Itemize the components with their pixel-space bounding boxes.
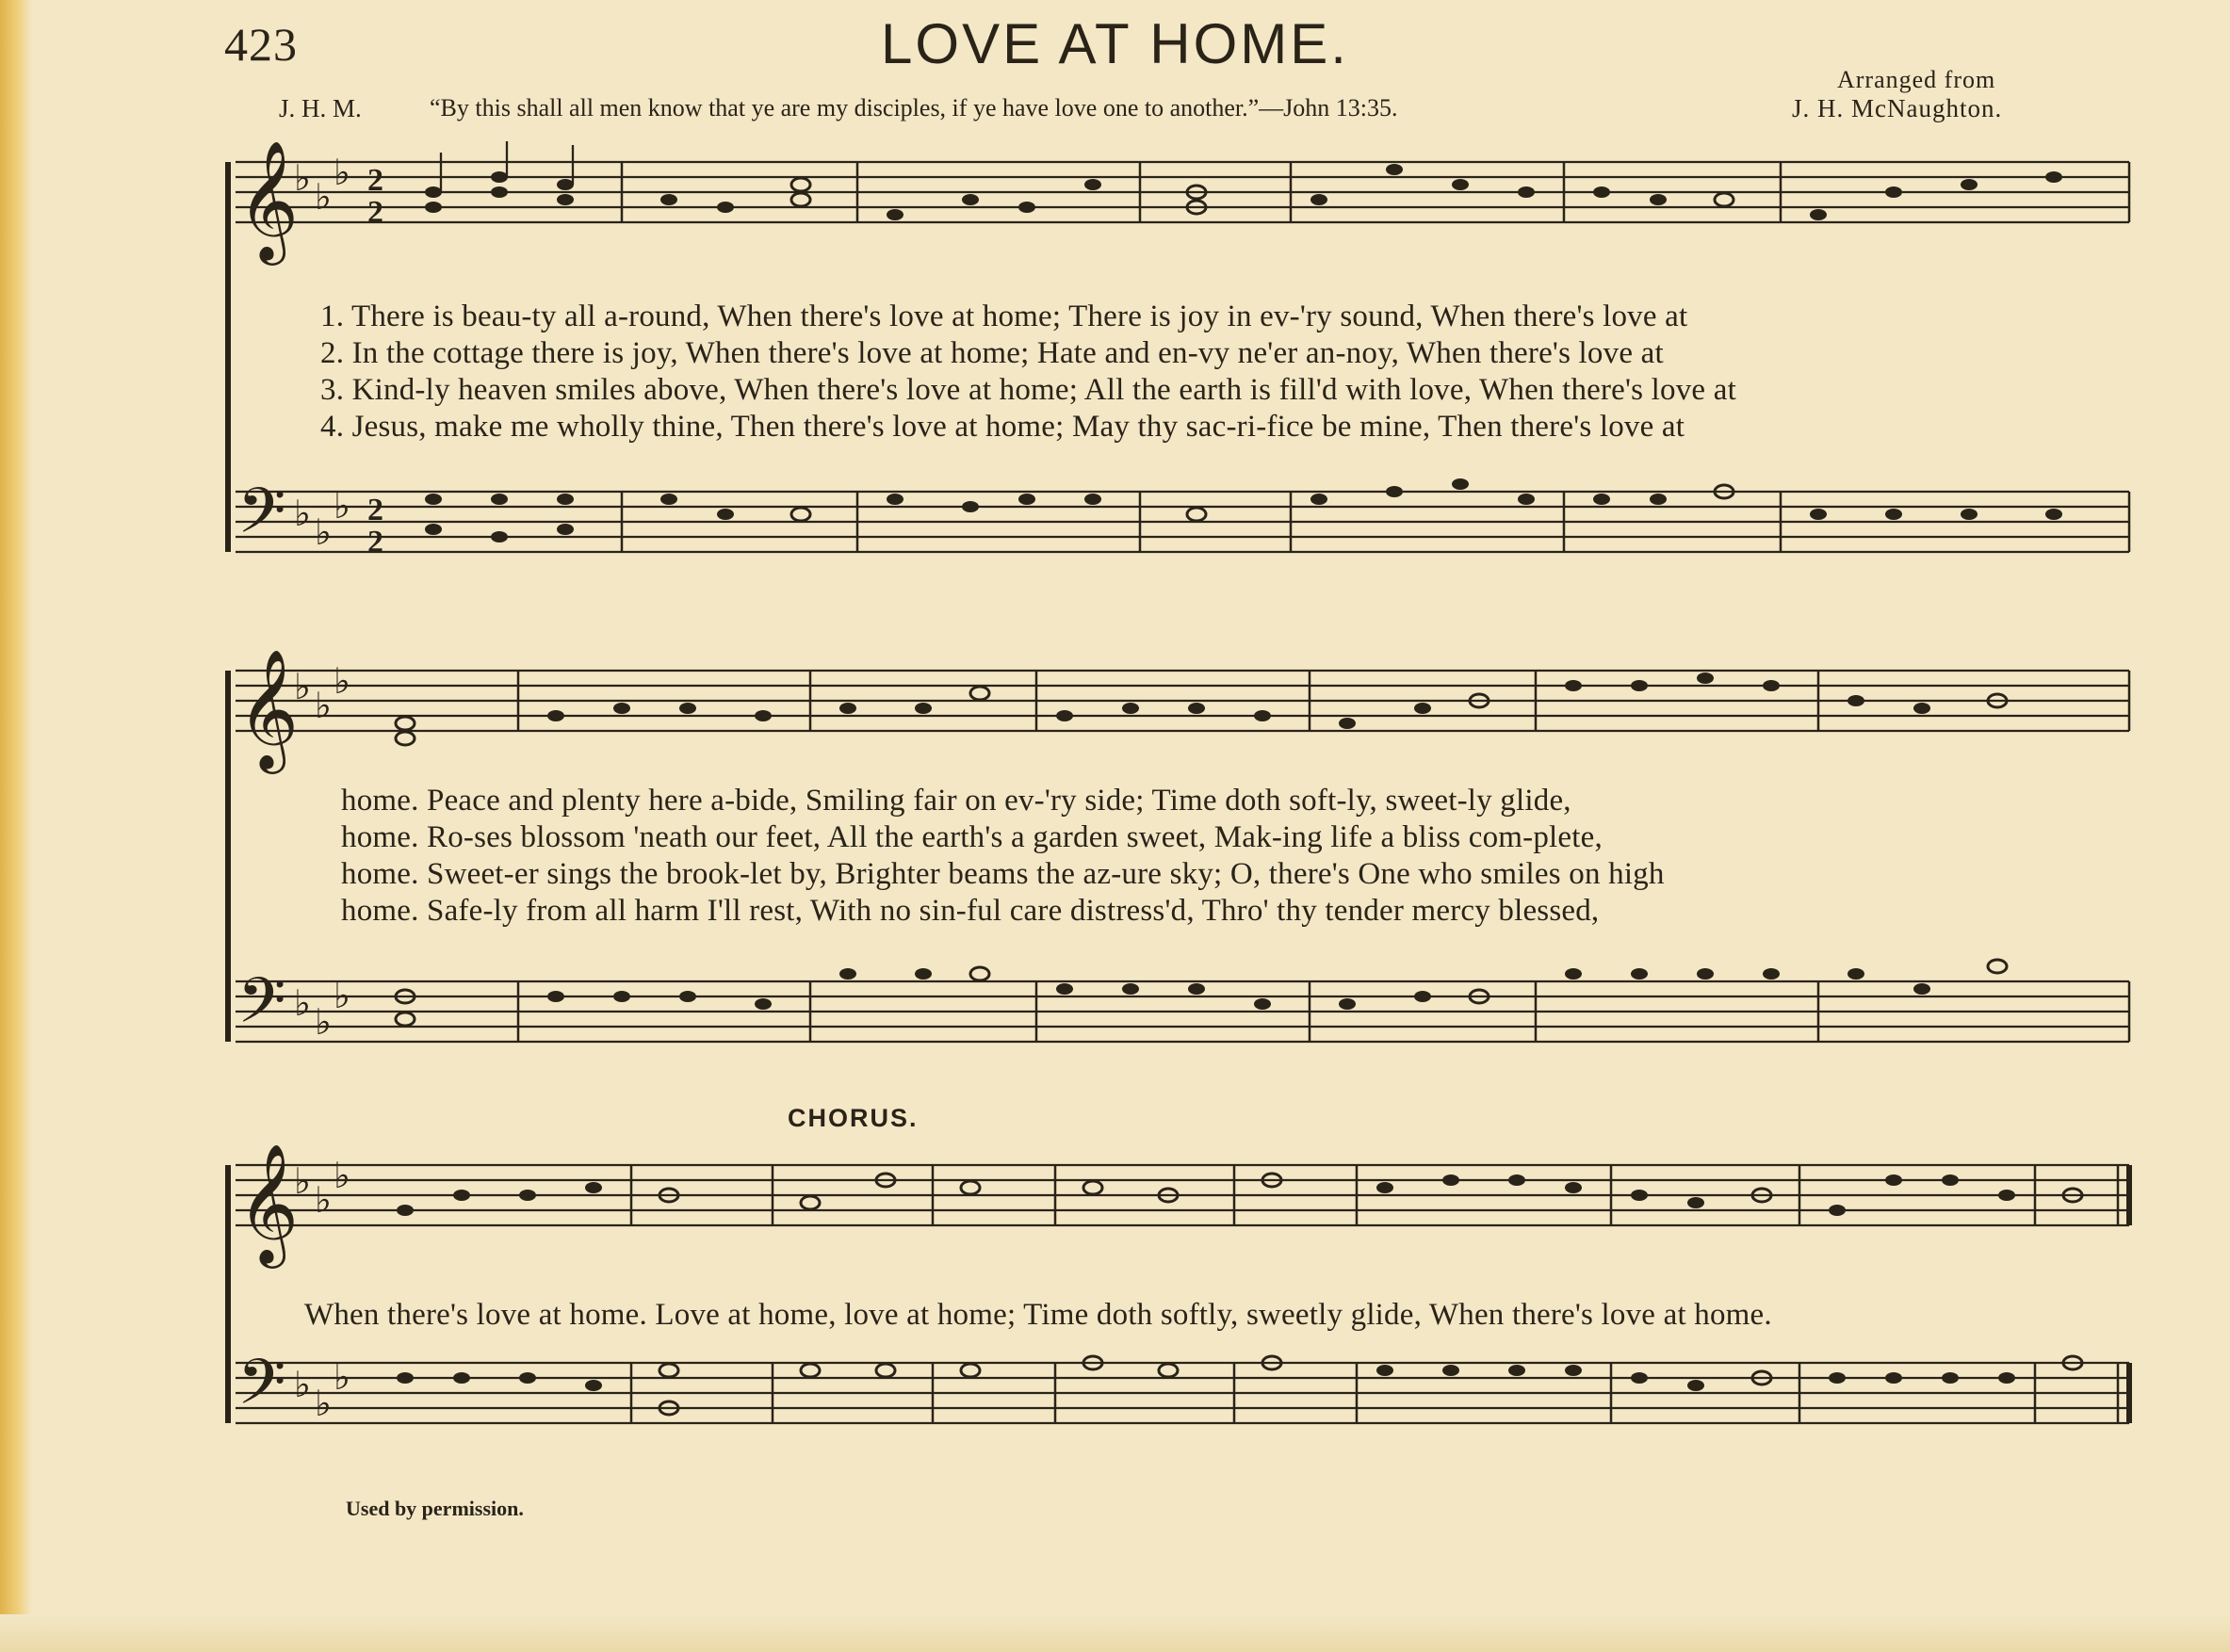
- bass-staff-2: [236, 981, 2129, 1042]
- composer-name: J. H. McNaughton.: [1792, 94, 2003, 122]
- time-signature-top: 2: [367, 163, 383, 198]
- flat-icon: ♭: [315, 511, 332, 553]
- flat-icon: ♭: [294, 666, 311, 707]
- treble-clef-icon: 𝄞: [237, 650, 300, 769]
- page-number: 423: [224, 18, 298, 71]
- bass-staff-1: [236, 492, 2129, 552]
- verse-1-line-2: home. Peace and plenty here a-bide, Smiling fair on ev-'ry side; Time doth soft-ly, sweet-ly glide,: [341, 784, 1571, 818]
- bass-notes-chorus: [397, 1356, 2129, 1423]
- flat-icon: ♭: [334, 485, 350, 526]
- time-signature-bottom: 2: [367, 195, 383, 230]
- flat-icon: ♭: [294, 1160, 311, 1202]
- verse-4-line-2: home. Safe-ly from all harm I'll rest, With no sin-ful care distress'd, Thro' thy tender mercy blessed,: [341, 894, 1600, 928]
- flat-icon: ♭: [315, 1179, 332, 1221]
- verse-4-line-1: 4. Jesus, make me wholly thine, Then there's love at home; May thy sac-ri-fice be mine, Then there's love at: [320, 410, 1685, 444]
- chorus-lyrics: When there's love at home. Love at home, love at home; Time doth softly, sweetly glide, When there's love at home.: [304, 1298, 1772, 1332]
- flat-icon: ♭: [315, 176, 332, 218]
- treble-clef-icon: 𝄞: [237, 141, 300, 260]
- treble-notes-1: [425, 141, 2129, 222]
- flat-icon: ♭: [294, 157, 311, 199]
- permission-note: Used by permission.: [346, 1497, 524, 1520]
- verse-3-line-1: 3. Kind-ly heaven smiles above, When there's love at home; All the earth is fill'd with love, When there's love at: [320, 373, 1736, 407]
- bass-staff-chorus: [236, 1363, 2129, 1423]
- treble-notes-2: [396, 671, 2129, 745]
- chorus-label: CHORUS.: [788, 1104, 919, 1132]
- author-initials: J. H. M.: [279, 94, 362, 122]
- flat-icon: ♭: [334, 660, 350, 702]
- flat-icon: ♭: [315, 1001, 332, 1043]
- bass-notes-1: [425, 478, 2129, 552]
- page-edge: [0, 0, 32, 1652]
- flat-icon: ♭: [334, 1356, 350, 1398]
- verse-2-line-1: 2. In the cottage there is joy, When there's love at home; Hate and en-vy ne'er an-noy, When there's love at: [320, 336, 1664, 370]
- arranged-from-label: Arranged from: [1837, 66, 1996, 93]
- flat-icon: ♭: [294, 982, 311, 1024]
- verse-2-line-2: home. Ro-ses blossom 'neath our feet, All the earth's a garden sweet, Mak-ing life a bliss com-plete,: [341, 820, 1603, 854]
- treble-staff-1: [236, 162, 2129, 222]
- flat-icon: ♭: [334, 1155, 350, 1196]
- treble-clef-icon: 𝄞: [237, 1144, 300, 1263]
- flat-icon: ♭: [294, 1364, 311, 1405]
- page-bottom-edge: [0, 1614, 2230, 1652]
- bass-notes-2: [396, 960, 2129, 1042]
- flat-icon: ♭: [315, 685, 332, 726]
- bass-clef-icon: 𝄢: [237, 1346, 286, 1433]
- scripture-quote: “By this shall all men know that ye are my disciples, if ye have love one to another.”—John 13:35.: [430, 94, 1398, 121]
- verse-1-line-1: 1. There is beau-ty all a-round, When there's love at home; There is joy in ev-'ry sound, When there's love at: [320, 300, 1688, 333]
- verse-3-line-2: home. Sweet-er sings the brook-let by, Brighter beams the az-ure sky; O, there's One who smiles on high: [341, 857, 1665, 891]
- bass-clef-icon: 𝄢: [237, 475, 286, 562]
- time-signature-top: 2: [367, 493, 383, 527]
- time-signature-bottom: 2: [367, 525, 383, 559]
- flat-icon: ♭: [315, 1383, 332, 1424]
- flat-icon: ♭: [334, 975, 350, 1016]
- flat-icon: ♭: [334, 152, 350, 193]
- hymn-title: LOVE AT HOME.: [881, 12, 1349, 75]
- bass-clef-icon: 𝄢: [237, 964, 286, 1052]
- flat-icon: ♭: [294, 493, 311, 534]
- treble-staff-2: [236, 671, 2129, 731]
